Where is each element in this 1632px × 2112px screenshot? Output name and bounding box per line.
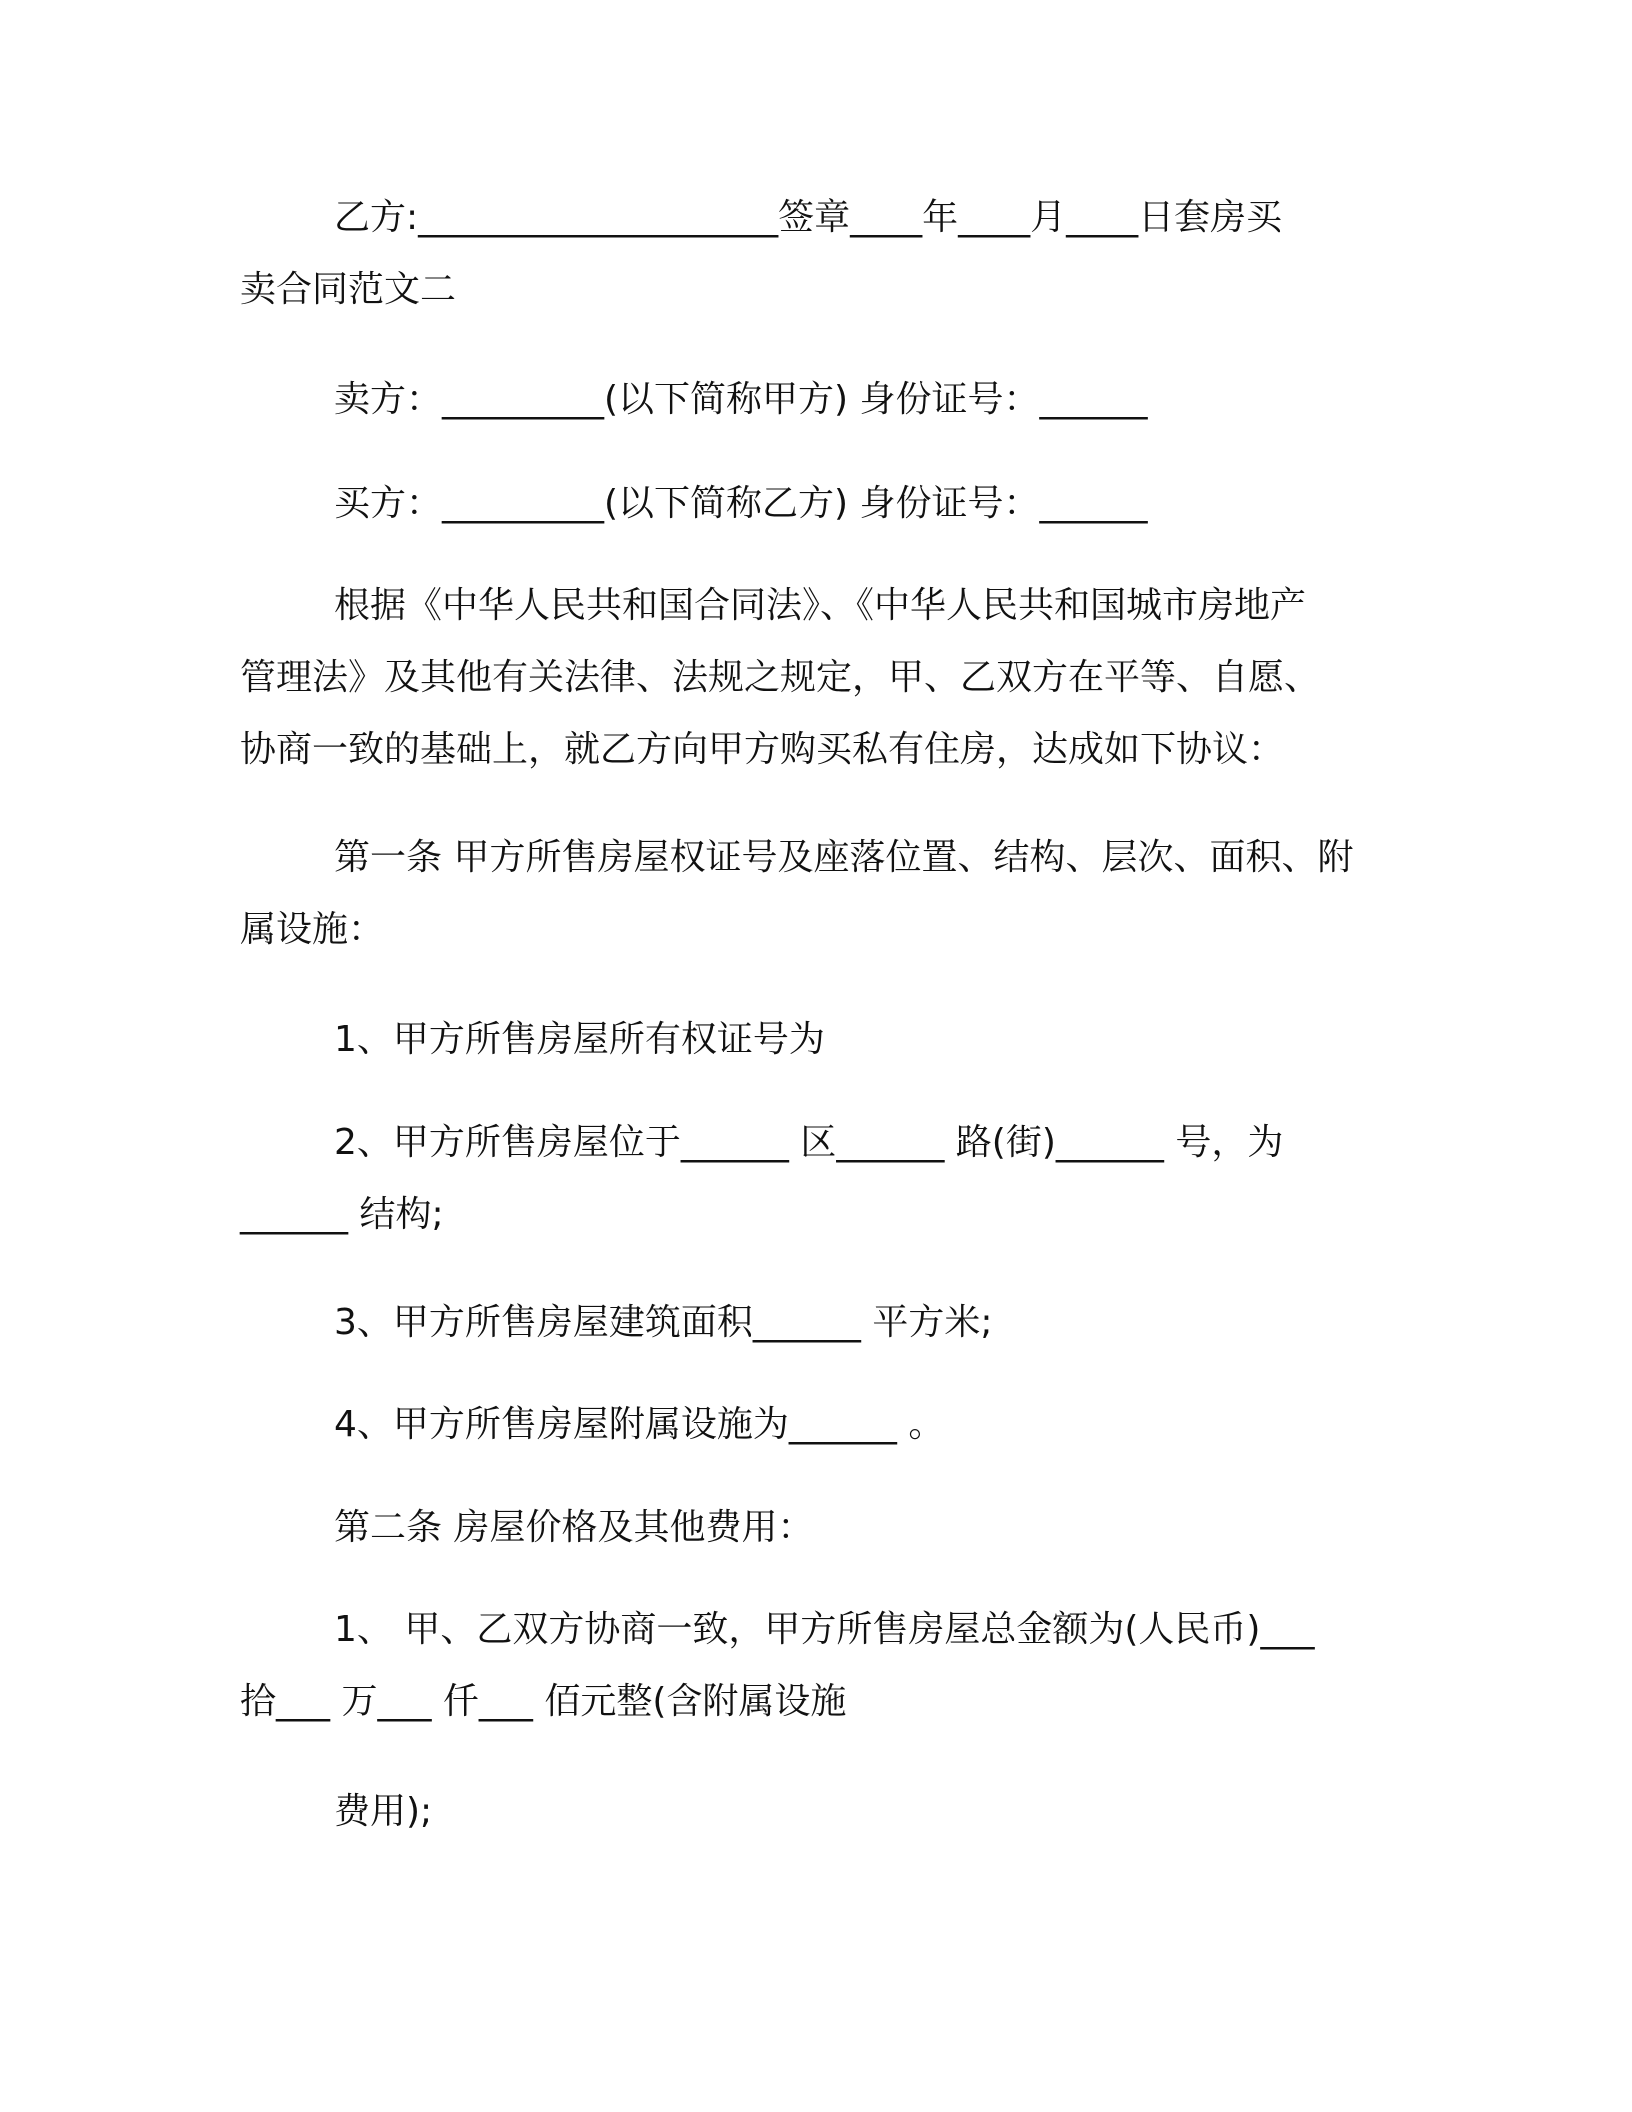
paragraph-item-4 (240, 1389, 1390, 1461)
text-line: 卖合同范文二 (240, 269, 457, 310)
text-line: 拾___ 万___ 仟___ 佰元整(含附属设施 (240, 1681, 847, 1722)
text-line: 1、甲方所售房屋所有权证号为 (334, 1019, 825, 1060)
text-line: 买方：_________(以下简称乙方) 身份证号：______ (334, 483, 1148, 524)
text-line: 费用); (334, 1791, 433, 1832)
text-line: 属设施： (240, 909, 385, 950)
paragraph-article-two (240, 1492, 1390, 1564)
paragraph-party-b-signature (240, 182, 1390, 326)
text-line: 管理法》及其他有关法律、法规之规定，甲、乙双方在平等、自愿、 (240, 657, 1321, 698)
text-line: 第二条 房屋价格及其他费用： (334, 1507, 814, 1548)
text-line: 1、 甲、乙双方协商一致，甲方所售房屋总金额为(人民币)___ (334, 1609, 1315, 1650)
text-line: 乙方:____________________签章____年____月____日套房买 (334, 197, 1283, 238)
paragraph-item-2 (240, 1107, 1390, 1251)
text-line: 4、甲方所售房屋附属设施为______ 。 (334, 1404, 945, 1445)
paragraph-item-1 (240, 1004, 1390, 1076)
text-line: 根据《中华人民共和国合同法》、《中华人民共和国城市房地产 (334, 585, 1307, 626)
paragraph-buyer (240, 468, 1390, 540)
text-line: 第一条 甲方所售房屋权证号及座落位置、结构、层次、面积、附 (334, 837, 1354, 878)
text-line: 卖方：_________(以下简称甲方) 身份证号：______ (334, 379, 1148, 420)
text-line: 2、甲方所售房屋位于______ 区______ 路(街)______ 号，为 (334, 1122, 1284, 1163)
paragraph-seller (240, 364, 1390, 436)
text-line: 协商一致的基础上，就乙方向甲方购买私有住房，达成如下协议： (240, 729, 1285, 770)
paragraph-legal-basis (240, 570, 1390, 786)
paragraph-price-item-1 (240, 1594, 1390, 1738)
paragraph-item-3 (240, 1287, 1390, 1359)
text-line: ______ 结构; (240, 1194, 444, 1235)
text-line: 3、甲方所售房屋建筑面积______ 平方米; (334, 1302, 993, 1343)
paragraph-article-one (240, 822, 1390, 966)
paragraph-price-continuation (240, 1776, 1390, 1848)
